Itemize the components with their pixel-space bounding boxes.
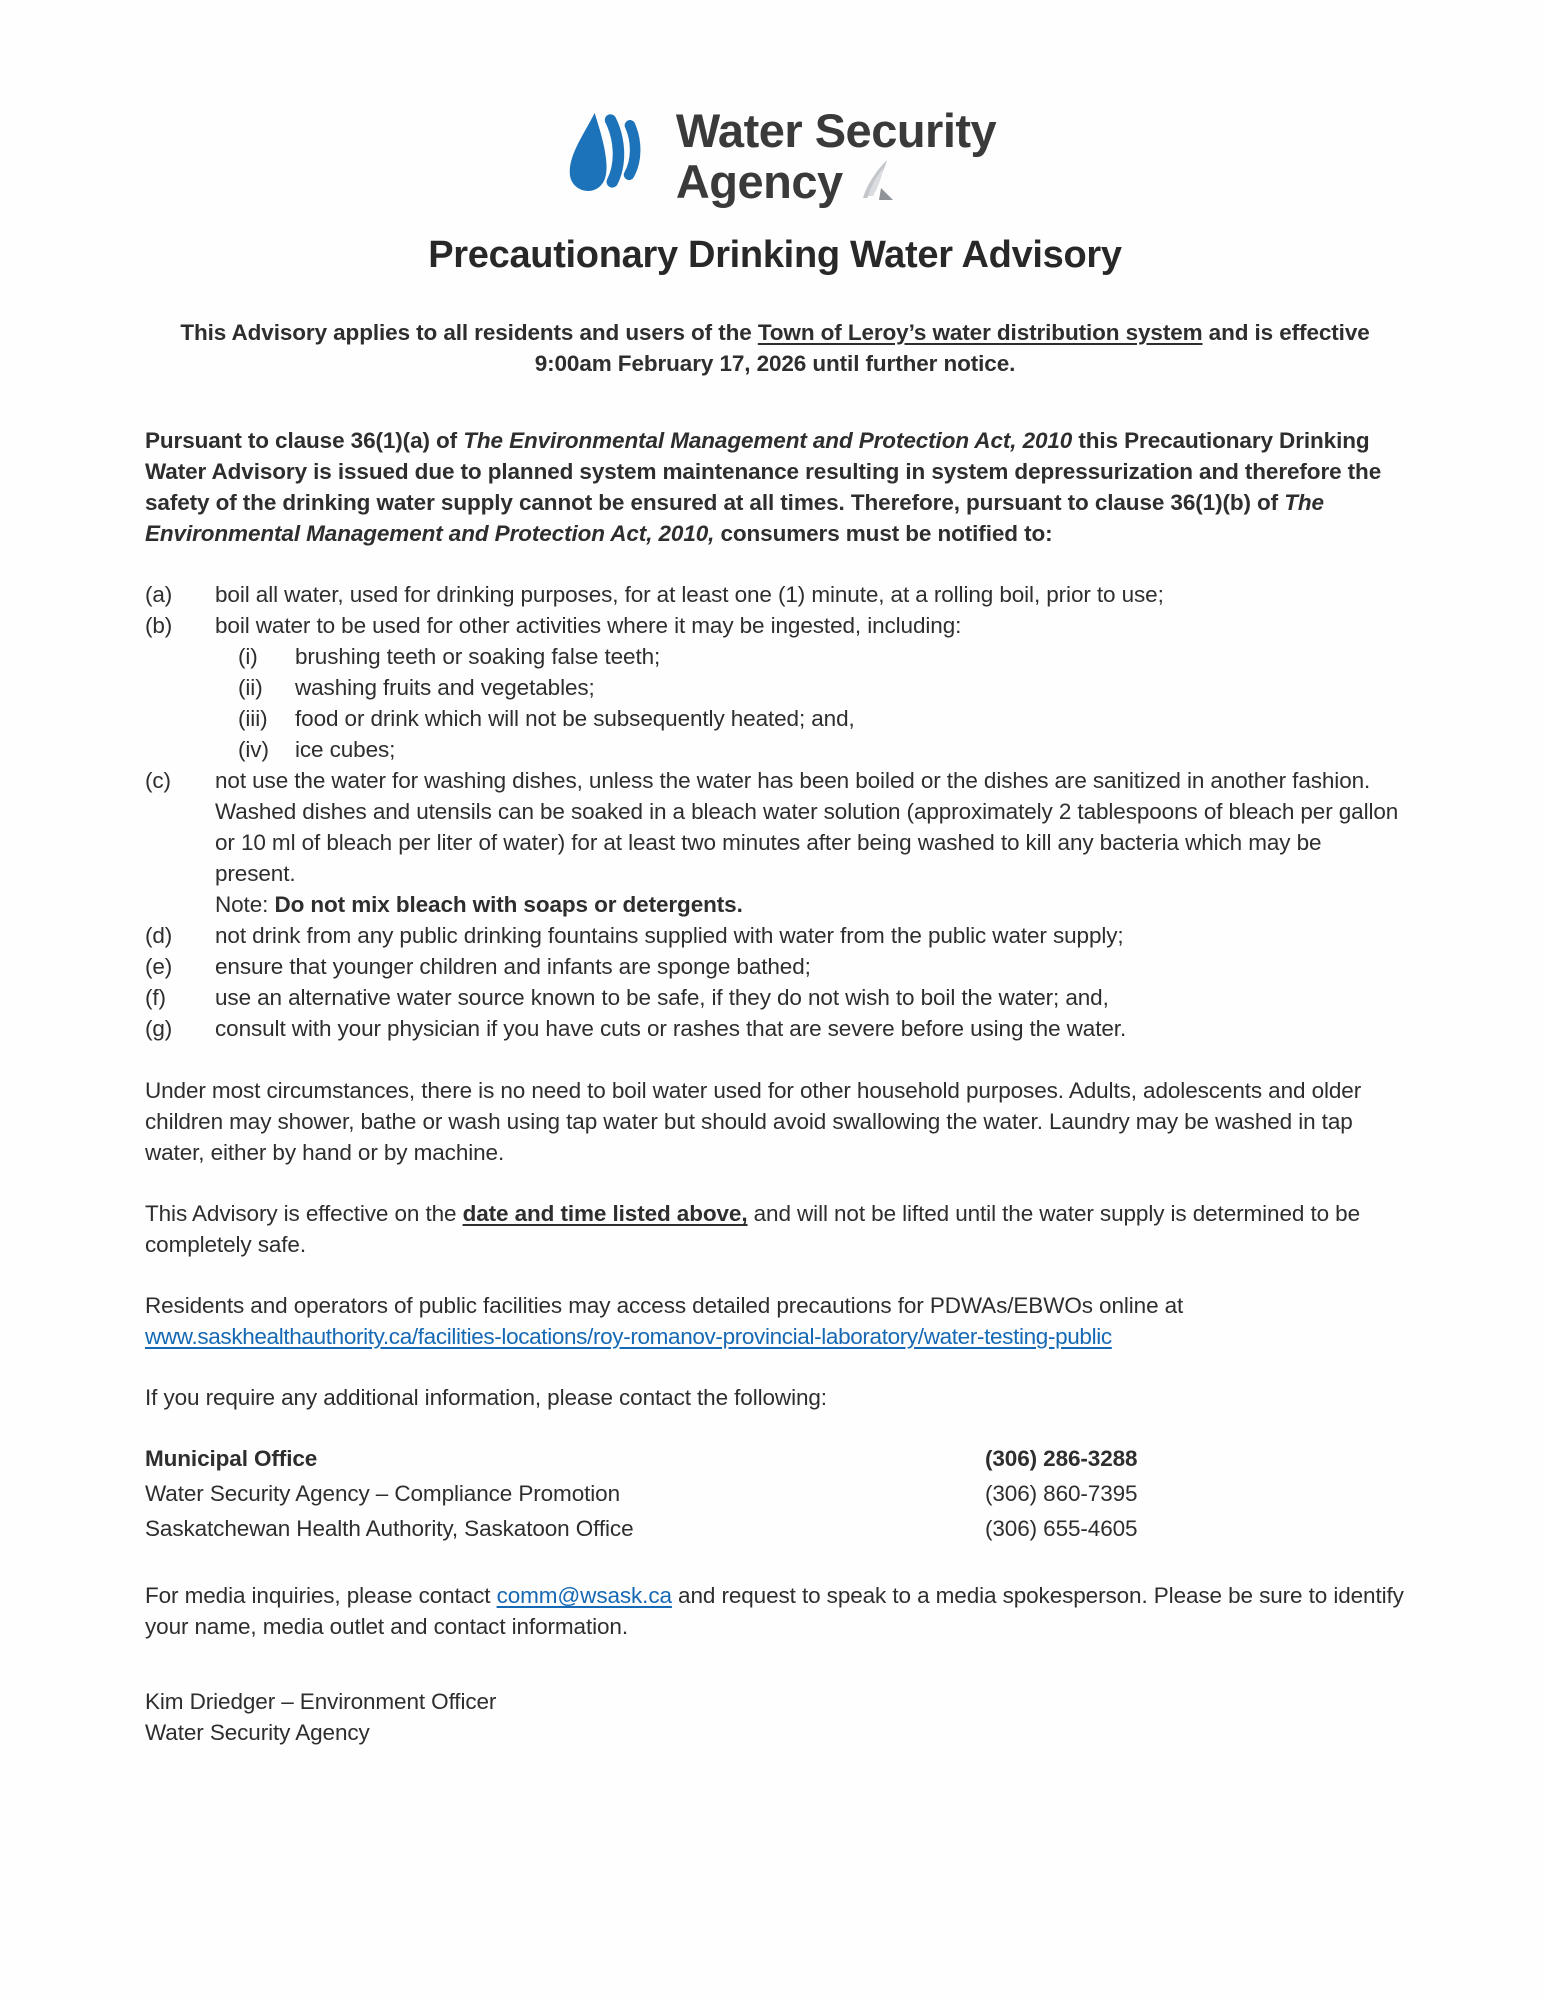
contact-phone: (306) 655-4605	[985, 1516, 1138, 1541]
logo-text-line2: Agency	[675, 154, 843, 208]
subitem-label-iv: (iv)	[238, 737, 269, 762]
notify-item-b	[145, 610, 1405, 641]
notify-item-e	[145, 951, 1405, 982]
subitem-text-iii: food or drink which will not be subsequently heated; and,	[295, 706, 855, 731]
contact-phone: (306) 286-3288	[985, 1446, 1138, 1471]
contact-row-municipal-office	[145, 1443, 1405, 1474]
item-label-d: (d)	[145, 923, 173, 948]
item-text-a: boil all water, used for drinking purposes, for at least one (1) minute, at a rolling boil, prior to use;	[215, 582, 1164, 607]
bleach-note	[215, 889, 1405, 920]
subitem-text-ii: washing fruits and vegetables;	[295, 675, 595, 700]
water-drop-icon	[554, 106, 660, 210]
media-text-pre: For media inquiries, please contact	[145, 1583, 497, 1608]
media-paragraph	[145, 1580, 1405, 1642]
item-text-b: boil water to be used for other activities where it may be ingested, including:	[215, 613, 962, 638]
contact-row-sask-health	[145, 1513, 1405, 1544]
note-label: Note:	[215, 892, 275, 917]
item-label-c: (c)	[145, 768, 171, 793]
effective-paragraph	[145, 1198, 1405, 1260]
intro-text-post: and is effective 9:00am February 17, 2026 until further notice.	[534, 320, 1370, 376]
notify-subitem-iii	[238, 703, 1405, 734]
subitem-text-iv: ice cubes;	[295, 737, 396, 762]
pursuant-text-2: this Precautionary Drinking Water Advisory is issued due to planned system maintenance resulting in system depressurization and therefore the safety of the drinking water supply cannot be ensured at all times. Therefore, pursuant to clause 36(1)(b) of	[145, 428, 1382, 515]
logo-text-line1: Water Security	[675, 104, 997, 157]
contact-phone: (306) 860-7395	[985, 1481, 1138, 1506]
notification-list	[145, 579, 1405, 1044]
notify-item-d	[145, 920, 1405, 951]
health-authority-link[interactable]: www.saskhealthauthority.ca/facilities-locations/roy-romanov-provincial-laboratory/water-testing-public	[145, 1324, 1112, 1349]
contact-list	[145, 1443, 1405, 1544]
notify-item-c	[145, 765, 1405, 920]
act-name-2: The Environmental Management and Protection Act, 2010,	[145, 490, 1324, 546]
note-bold-text: Do not mix bleach with soaps or detergents.	[274, 892, 743, 917]
online-text-pre: Residents and operators of public facilities may access detailed precautions for PDWAs/EBWOs online at	[145, 1293, 1184, 1318]
signature-block	[145, 1686, 1405, 1748]
subitem-label-i: (i)	[238, 644, 258, 669]
item-text-c: not use the water for washing dishes, unless the water has been boiled or the dishes are sanitized in another fashion. Washed dishes and utensils can be soaked in a bleach water solution (approximately 2 tablespoons of bleach per gallon or 10 ml of bleach per liter of water) for at least two minutes after being washed to kill any bacteria which may be present.	[215, 768, 1399, 886]
item-text-d: not drink from any public drinking fountains supplied with water from the public water supply;	[215, 923, 1124, 948]
pursuant-text-1: Pursuant to clause 36(1)(a) of	[145, 428, 464, 453]
effective-date-emphasis: date and time listed above,	[462, 1201, 748, 1226]
pursuant-paragraph	[145, 425, 1405, 549]
signature-name: Kim Driedger – Environment Officer	[145, 1689, 497, 1714]
page-title: Precautionary Drinking Water Advisory	[428, 234, 1122, 276]
notify-subitem-iv	[238, 734, 1405, 765]
subitem-text-i: brushing teeth or soaking false teeth;	[295, 644, 661, 669]
item-text-e: ensure that younger children and infants are sponge bathed;	[215, 954, 811, 979]
intro-paragraph	[145, 317, 1405, 379]
item-label-a: (a)	[145, 582, 173, 607]
item-label-f: (f)	[145, 985, 166, 1010]
feather-icon	[853, 158, 897, 208]
logo-wordmark	[676, 106, 996, 208]
contact-name: Saskatchewan Health Authority, Saskatoon Office	[145, 1516, 634, 1541]
item-label-b: (b)	[145, 613, 173, 638]
item-text-g: consult with your physician if you have cuts or rashes that are severe before using the water.	[215, 1016, 1127, 1041]
household-paragraph: Under most circumstances, there is no need to boil water used for other household purposes. Adults, adolescents and older children may shower, bathe or wash using tap water but should avoid swallowing the water. Laundry may be washed in tap water, either by hand or by machine.	[145, 1078, 1362, 1165]
media-email-link[interactable]: comm@wsask.ca	[496, 1583, 672, 1608]
act-name-1: The Environmental Management and Protection Act, 2010	[463, 428, 1073, 453]
notify-subitem-ii	[238, 672, 1405, 703]
intro-underlined-system: Town of Leroy’s water distribution system	[757, 320, 1203, 345]
contact-row-wsa-compliance	[145, 1478, 1405, 1509]
subitem-label-ii: (ii)	[238, 675, 263, 700]
subitem-label-iii: (iii)	[238, 706, 268, 731]
notify-item-g	[145, 1013, 1405, 1044]
effective-text-pre: This Advisory is effective on the	[145, 1201, 463, 1226]
intro-text-pre: This Advisory applies to all residents and users of the	[180, 320, 758, 345]
contact-name: Municipal Office	[145, 1446, 318, 1471]
item-label-g: (g)	[145, 1016, 173, 1041]
additional-info-line: If you require any additional information, please contact the following:	[145, 1385, 827, 1410]
notify-subitem-i	[238, 641, 1405, 672]
wsa-logo	[554, 106, 996, 210]
effective-text-post: and will not be lifted until the water supply is determined to be completely safe.	[145, 1201, 1360, 1257]
media-text-post: and request to speak to a media spokesperson. Please be sure to identify your name, media outlet and contact information.	[145, 1583, 1404, 1639]
item-text-c-wrap	[215, 765, 1405, 920]
online-resources-paragraph	[145, 1290, 1405, 1352]
notify-item-f	[145, 982, 1405, 1013]
signature-org: Water Security Agency	[145, 1720, 370, 1745]
notify-item-a	[145, 579, 1405, 610]
item-text-f: use an alternative water source known to be safe, if they do not wish to boil the water; and,	[215, 985, 1109, 1010]
item-label-e: (e)	[145, 954, 173, 979]
pursuant-text-3: consumers must be notified to:	[714, 521, 1053, 546]
contact-name: Water Security Agency – Compliance Promotion	[145, 1481, 620, 1506]
